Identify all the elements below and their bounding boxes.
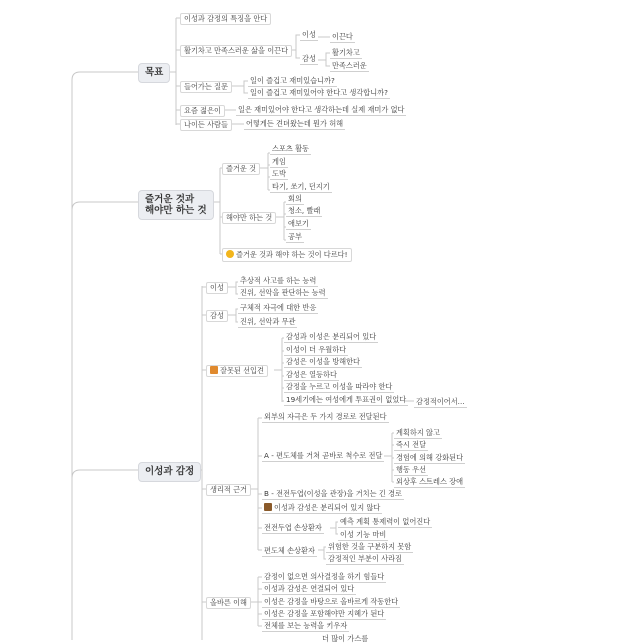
node-physio[interactable]: 생리적 근거	[206, 484, 251, 496]
node-youth[interactable]: 요즘 젊은이	[180, 105, 225, 117]
node-enjoy-item[interactable]: 도박	[272, 169, 286, 178]
node-must-item[interactable]: 공부	[288, 232, 302, 241]
node-amygdala-item[interactable]: 감정적인 부분이 사라짐	[328, 554, 403, 563]
node-enjoy-item[interactable]: 게임	[272, 157, 286, 166]
gavel-icon	[264, 503, 272, 511]
node-path-a-item[interactable]: 계획하지 않고	[396, 428, 440, 437]
node-must-item[interactable]: 청소, 빨래	[288, 206, 321, 215]
node-must[interactable]: 해야만 하는 것	[222, 212, 276, 224]
node-prejudice-sub[interactable]: 감정적이어서...	[416, 397, 465, 406]
node-correct-item[interactable]: 이성과 감성은 연결되어 있다	[264, 584, 355, 593]
node-correct-item[interactable]: 이성은 감정을 포함해야만 지혜가 된다	[264, 609, 385, 618]
node-emotion-item[interactable]: 구체적 자극에 대한 반응	[240, 303, 317, 312]
prejudice-label: 잘못된 선입견	[220, 366, 264, 375]
node-intro-question[interactable]: 들어가는 질문	[180, 81, 232, 93]
node-reason-item[interactable]: 진위, 선악을 판단하는 능력	[240, 288, 326, 297]
node-lead[interactable]: 이끈다	[332, 32, 353, 41]
node-emotion-def[interactable]: 감성	[206, 310, 228, 322]
node-path-a-item[interactable]: 경험에 의해 강화된다	[396, 453, 464, 462]
smile-emoji-icon	[226, 250, 234, 258]
node-path-a[interactable]: A - 편도체를 거쳐 곧바로 척수로 전달	[264, 451, 383, 460]
main-topic-fun-vs-must[interactable]	[138, 190, 214, 220]
node-emotion[interactable]: 감성	[302, 54, 316, 63]
node-reason-item[interactable]: 추상적 사고를 하는 능력	[240, 276, 317, 285]
node-prejudice-item[interactable]: 감정을 누르고 이성을 따라야 한다	[286, 382, 393, 391]
node-know-features[interactable]: 이성과 감정의 특징을 안다	[180, 13, 271, 25]
node-prefrontal[interactable]: 전전두엽 손상환자	[264, 523, 322, 532]
node-question-1[interactable]: 일이 즐겁고 재미있습니까?	[250, 76, 335, 85]
main-topic-line: 즐거운 것과	[145, 194, 195, 205]
node-physio-intro[interactable]: 외부의 자극은 두 가지 경로로 전달된다	[264, 412, 387, 421]
node-question-2[interactable]: 일이 즐겁고 재미있어야 한다고 생각합니까?	[250, 88, 388, 97]
node-path-a-item[interactable]: 외상후 스트레스 장애	[396, 477, 464, 486]
node-prefrontal-item[interactable]: 예측 계획 통제력이 없어진다	[340, 517, 431, 526]
note-text: 즐거운 것과 해야 하는 것이 다르다!	[236, 250, 348, 259]
node-enjoy-item[interactable]: 타기, 쏘기, 던지기	[272, 182, 330, 191]
node-lively[interactable]: 활기차고	[332, 48, 360, 57]
node-amygdala-item[interactable]: 위험한 것을 구분하지 못함	[328, 542, 412, 551]
node-prejudice-item[interactable]: 감성은 열등하다	[286, 370, 337, 379]
node-correct-item[interactable]: 전체를 보는 능력을 키우자	[264, 621, 348, 630]
node-satisfying[interactable]: 만족스러운	[332, 61, 367, 70]
node-youth-detail[interactable]: 일은 재미있어야 한다고 생각하는데 실제 재미가 없다	[238, 105, 405, 114]
node-must-item[interactable]: 애보기	[288, 219, 309, 228]
node-prejudice-item[interactable]: 이성이 더 우월하다	[286, 345, 347, 354]
node-path-a-item[interactable]: 행동 우선	[396, 465, 427, 474]
node-prejudice[interactable]	[206, 365, 268, 377]
node-must-item[interactable]: 회의	[288, 194, 302, 203]
main-topic-line: 해야만 하는 것	[145, 205, 207, 216]
node-amygdala[interactable]: 편도체 손상환자	[264, 546, 315, 555]
node-reason-def[interactable]: 이성	[206, 282, 228, 294]
node-different-note[interactable]	[222, 248, 352, 262]
node-path-b[interactable]: B - 전전두엽(이성을 관장)을 거치는 긴 경로	[264, 489, 402, 498]
node-emotion-item[interactable]: 진위, 선악과 무관	[240, 317, 296, 326]
node-not-separate[interactable]	[262, 503, 382, 514]
node-correct-item[interactable]: 이성은 감정을 바탕으로 올바르게 작동한다	[264, 597, 399, 606]
node-lead-life[interactable]: 활기차고 만족스러운 삶을 이끈다	[180, 45, 292, 57]
thumbs-down-icon	[210, 366, 218, 374]
node-enjoy[interactable]: 즐거운 것	[222, 163, 260, 175]
node-correct-item[interactable]: 감정이 없으면 의사결정을 하기 힘들다	[264, 572, 385, 581]
node-prefrontal-item[interactable]: 이성 기능 마비	[340, 530, 387, 539]
node-elders[interactable]: 나이든 사람들	[180, 119, 232, 131]
node-enjoy-item[interactable]: 스포츠 활동	[272, 144, 310, 153]
node-prejudice-item[interactable]: 감성과 이성은 분리되어 있다	[286, 332, 377, 341]
main-topic-reason-emotion[interactable]: 이성과 감정	[138, 462, 201, 482]
node-path-a-item[interactable]: 즉시 전달	[396, 440, 427, 449]
node-prejudice-item[interactable]: 감성은 이성을 방해한다	[286, 357, 361, 366]
node-cut-off[interactable]: 더 많이 가스를	[322, 634, 369, 643]
node-reason[interactable]: 이성	[302, 30, 316, 39]
main-topic-goal[interactable]: 목표	[138, 63, 170, 83]
not-separate-text: 이성과 감성은 분리되어 있지 않다	[274, 503, 381, 512]
node-elders-detail[interactable]: 어떻게든 견뎌왔는데 뭔가 허해	[246, 119, 344, 128]
node-correct[interactable]: 올바른 이해	[206, 597, 251, 609]
node-prejudice-item[interactable]: 19세기에는 여성에게 투표권이 없었다	[286, 395, 407, 404]
